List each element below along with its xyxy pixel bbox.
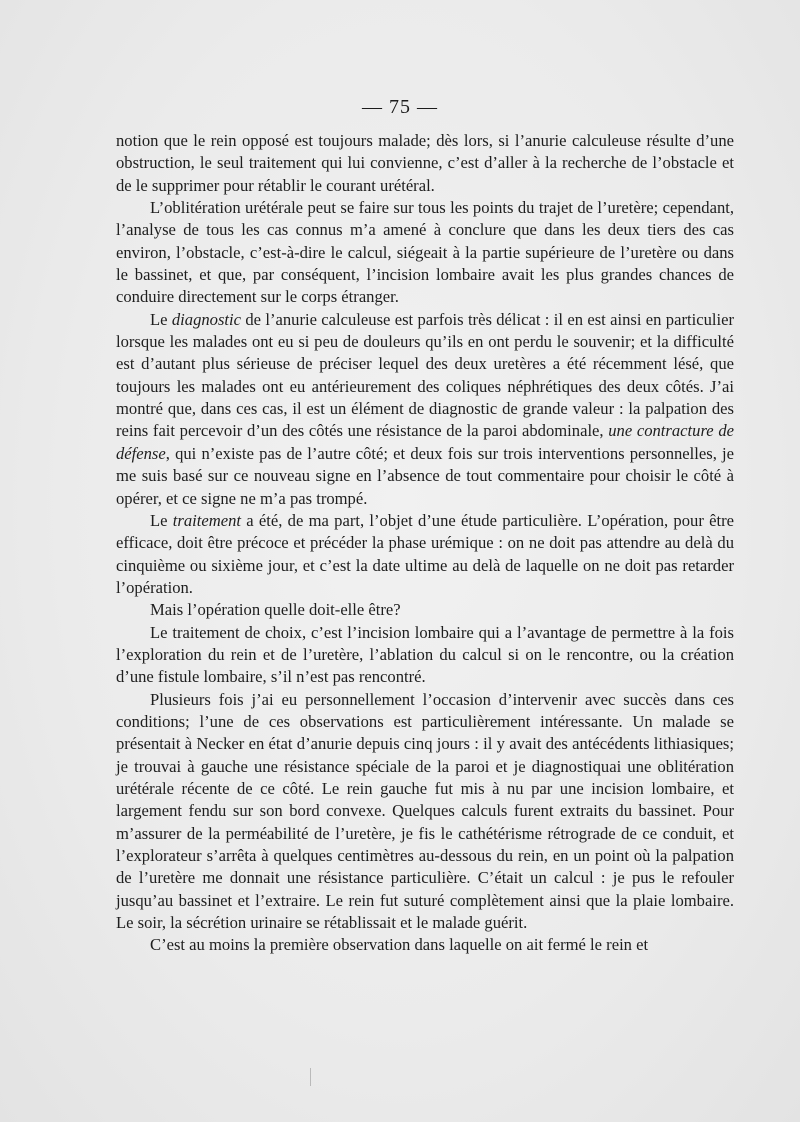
paragraph-text: notion que le rein opposé est toujours malade; dès lors, si l’anurie calculeuse résulte d’une obstruction, le seul traitement qui lui convienne, c’est d’aller à la recherche de l’obstacle et de le supprimer pour rétablir le courant urétéral. [116, 131, 734, 195]
paragraph-text: de l’anurie calculeuse est parfois très délicat : il en est ainsi en particulier lorsque les malades ont eu si peu de douleurs qu’ils en ont perdu le souvenir; et la difficulté est d’autant plus sérieuse de préciser lequel des deux uretères a été récemment lésé, que toujours les malades ont eu antérieurement des coliques néphrétiques des deux côtés. J’ai montré que, dans ces cas, il est un élément de diagnostic de grande valeur : la palpation des reins fait percevoir d’un des côtés une résistance de la paroi abdominale, [116, 309, 734, 441]
paragraph [116, 622, 734, 689]
paragraph-text: Plusieurs fois j’ai eu personnellement l’occasion d’intervenir avec succès dans ces conditions; l’une de ces observations est particulièrement intéressante. Un malade se présentait à Necker en état d’anurie depuis cinq jours : il y avait des antécédents lithiasiques; je trouvai à gauche une résistance spéciale de la paroi et je diagnostiquai une oblitération urétérale récente de ce côté. Le rein gauche fut mis à nu par une incision lombaire, et largement fendu sur son bord convexe. Quelques calculs furent extraits du bassinet. Pour m’assurer de la perméabilité de l’uretère, je fis le cathétérisme rétrograde de ce conduit, et l’explorateur s’arrêta à quelques centimètres au-dessous du rein, en un point où la palpation de l’uretère me donnait une résistance particulière. C’était un calcul : je pus le refouler jusqu’au bassinet et l’extraire. Le rein fut suturé complètement ainsi que la plaie lombaire. Le soir, la sécrétion urinaire se rétablissait et le malade guérit. [116, 689, 734, 933]
paragraph-text: Le [150, 309, 172, 329]
paragraph-text: Le traitement de choix, c’est l’incision lombaire qui a l’avantage de permettre à la fois l’exploration du rein et de l’uretère, l’ablation du calcul si on le rencontre, ou la création d’une fistule lombaire, s’il n’est pas rencontré. [116, 622, 734, 687]
body-text [116, 130, 734, 957]
paragraph [116, 510, 734, 599]
italic-term-traitement: traitement [172, 510, 241, 530]
paragraph [116, 130, 734, 197]
paragraph-text: Mais l’opération quelle doit-elle être? [150, 600, 401, 620]
paragraph [116, 309, 734, 510]
paragraph-text: , qui n’existe pas de l’autre côté; et deux fois sur trois interventions personnelles, je me suis basé sur ce nouveau signe en l’absence de tout commentaire pour choisir le côté à opérer, et ce signe ne m’a pas trompé. [116, 443, 734, 508]
paragraph-text: L’oblitération urétérale peut se faire sur tous les points du trajet de l’uretère; cependant, l’analyse de tous les cas connus m’a amené à conclure que dans les deux tiers des cas environ, l’obstacle, c’est-à-dire le calcul, siégeait à la partie supérieure de l’uretère ou dans le bassinet, et que, par conséquent, l’incision lombaire avait les plus grandes chances de conduire directement sur le corps étranger. [116, 198, 734, 307]
paragraph [116, 599, 734, 621]
paragraph [116, 197, 734, 309]
italic-term-diagnostic: diagnostic [171, 309, 241, 329]
paragraph-text: Le [150, 510, 173, 530]
italic-term-contracture: une contracture de défense [116, 421, 734, 463]
paper-speck [310, 1068, 311, 1086]
paragraph-text: a été, de ma part, l’objet d’une étude particulière. L’opération, pour être efficace, doit être précoce et précéder la phase urémique : on ne doit pas attendre au delà du cinquième ou sixième jour, et c’est la date ultime au delà de laquelle on ne doit pas retarder l’opération. [116, 510, 734, 597]
paragraph-text: C’est au moins la première observation dans laquelle on ait fermé le rein et [150, 935, 649, 955]
page-number: — 75 — [362, 96, 438, 118]
paragraph [116, 689, 734, 935]
paragraph [116, 934, 734, 956]
